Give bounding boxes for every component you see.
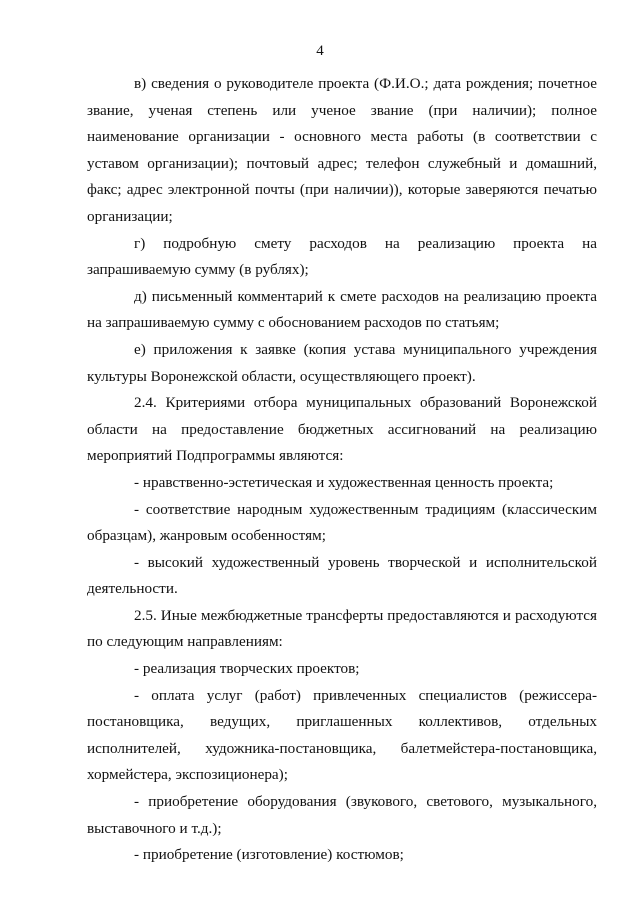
direction-creative-projects: - реализация творческих проектов; (134, 660, 360, 678)
direction-costumes-purchase: - приобретение (изготовление) костюмов; (134, 846, 404, 864)
paragraph-2-4-selection-criteria: 2.4. Критериями отбора муниципальных образований Воронежской области на предоставление бюджетных ассигнований на реализацию мероприятий Подпрограммы являются: (87, 394, 597, 465)
direction-specialist-services: - оплата услуг (работ) привлеченных специалистов (режиссера-постановщика, ведущих, приглашенных коллективов, отдельных исполнителей, художника-постановщика, балетмейстера-постановщика, хормейстера, экспозиционера); (87, 686, 597, 784)
criterion-performance-level: - высокий художественный уровень творческой и исполнительской деятельности. (87, 553, 597, 598)
paragraph-item-g-cost-estimate: г) подробную смету расходов на реализацию проекта на запрашиваемую сумму (в рублях); (87, 234, 597, 279)
paragraph-item-v-project-leader-info: в) сведения о руководителе проекта (Ф.И.О.; дата рождения; почетное звание, ученая степень или ученое звание (при наличии); полное наименование организации - основного места работы (в соответствии с уставом организации); почтовый адрес; телефон служебный и домашний, факс; адрес электронной почты (при наличии)), которые заверяются печатью организации; (87, 75, 597, 225)
criterion-artistic-value: - нравственно-эстетическая и художественная ценность проекта; (134, 473, 554, 491)
paragraph-item-e-application-attachments: е) приложения к заявке (копия устава муниципального учреждения культуры Воронежской области, осуществляющего проект). (87, 340, 597, 385)
criterion-folk-traditions: - соответствие народным художественным традициям (классическим образцам), жанровым особенностям; (87, 500, 597, 545)
direction-equipment-purchase: - приобретение оборудования (звукового, светового, музыкального, выставочного и т.д.); (87, 793, 597, 837)
paragraph-item-d-estimate-commentary: д) письменный комментарий к смете расходов на реализацию проекта на запрашиваемую сумму с обоснованием расходов по статьям; (87, 287, 597, 332)
paragraph-2-5-transfer-directions: 2.5. Иные межбюджетные трансферты предоставляются и расходуются по следующим направлениям: (87, 606, 597, 651)
page-number: 4 (316, 43, 324, 59)
document-body (87, 71, 597, 869)
